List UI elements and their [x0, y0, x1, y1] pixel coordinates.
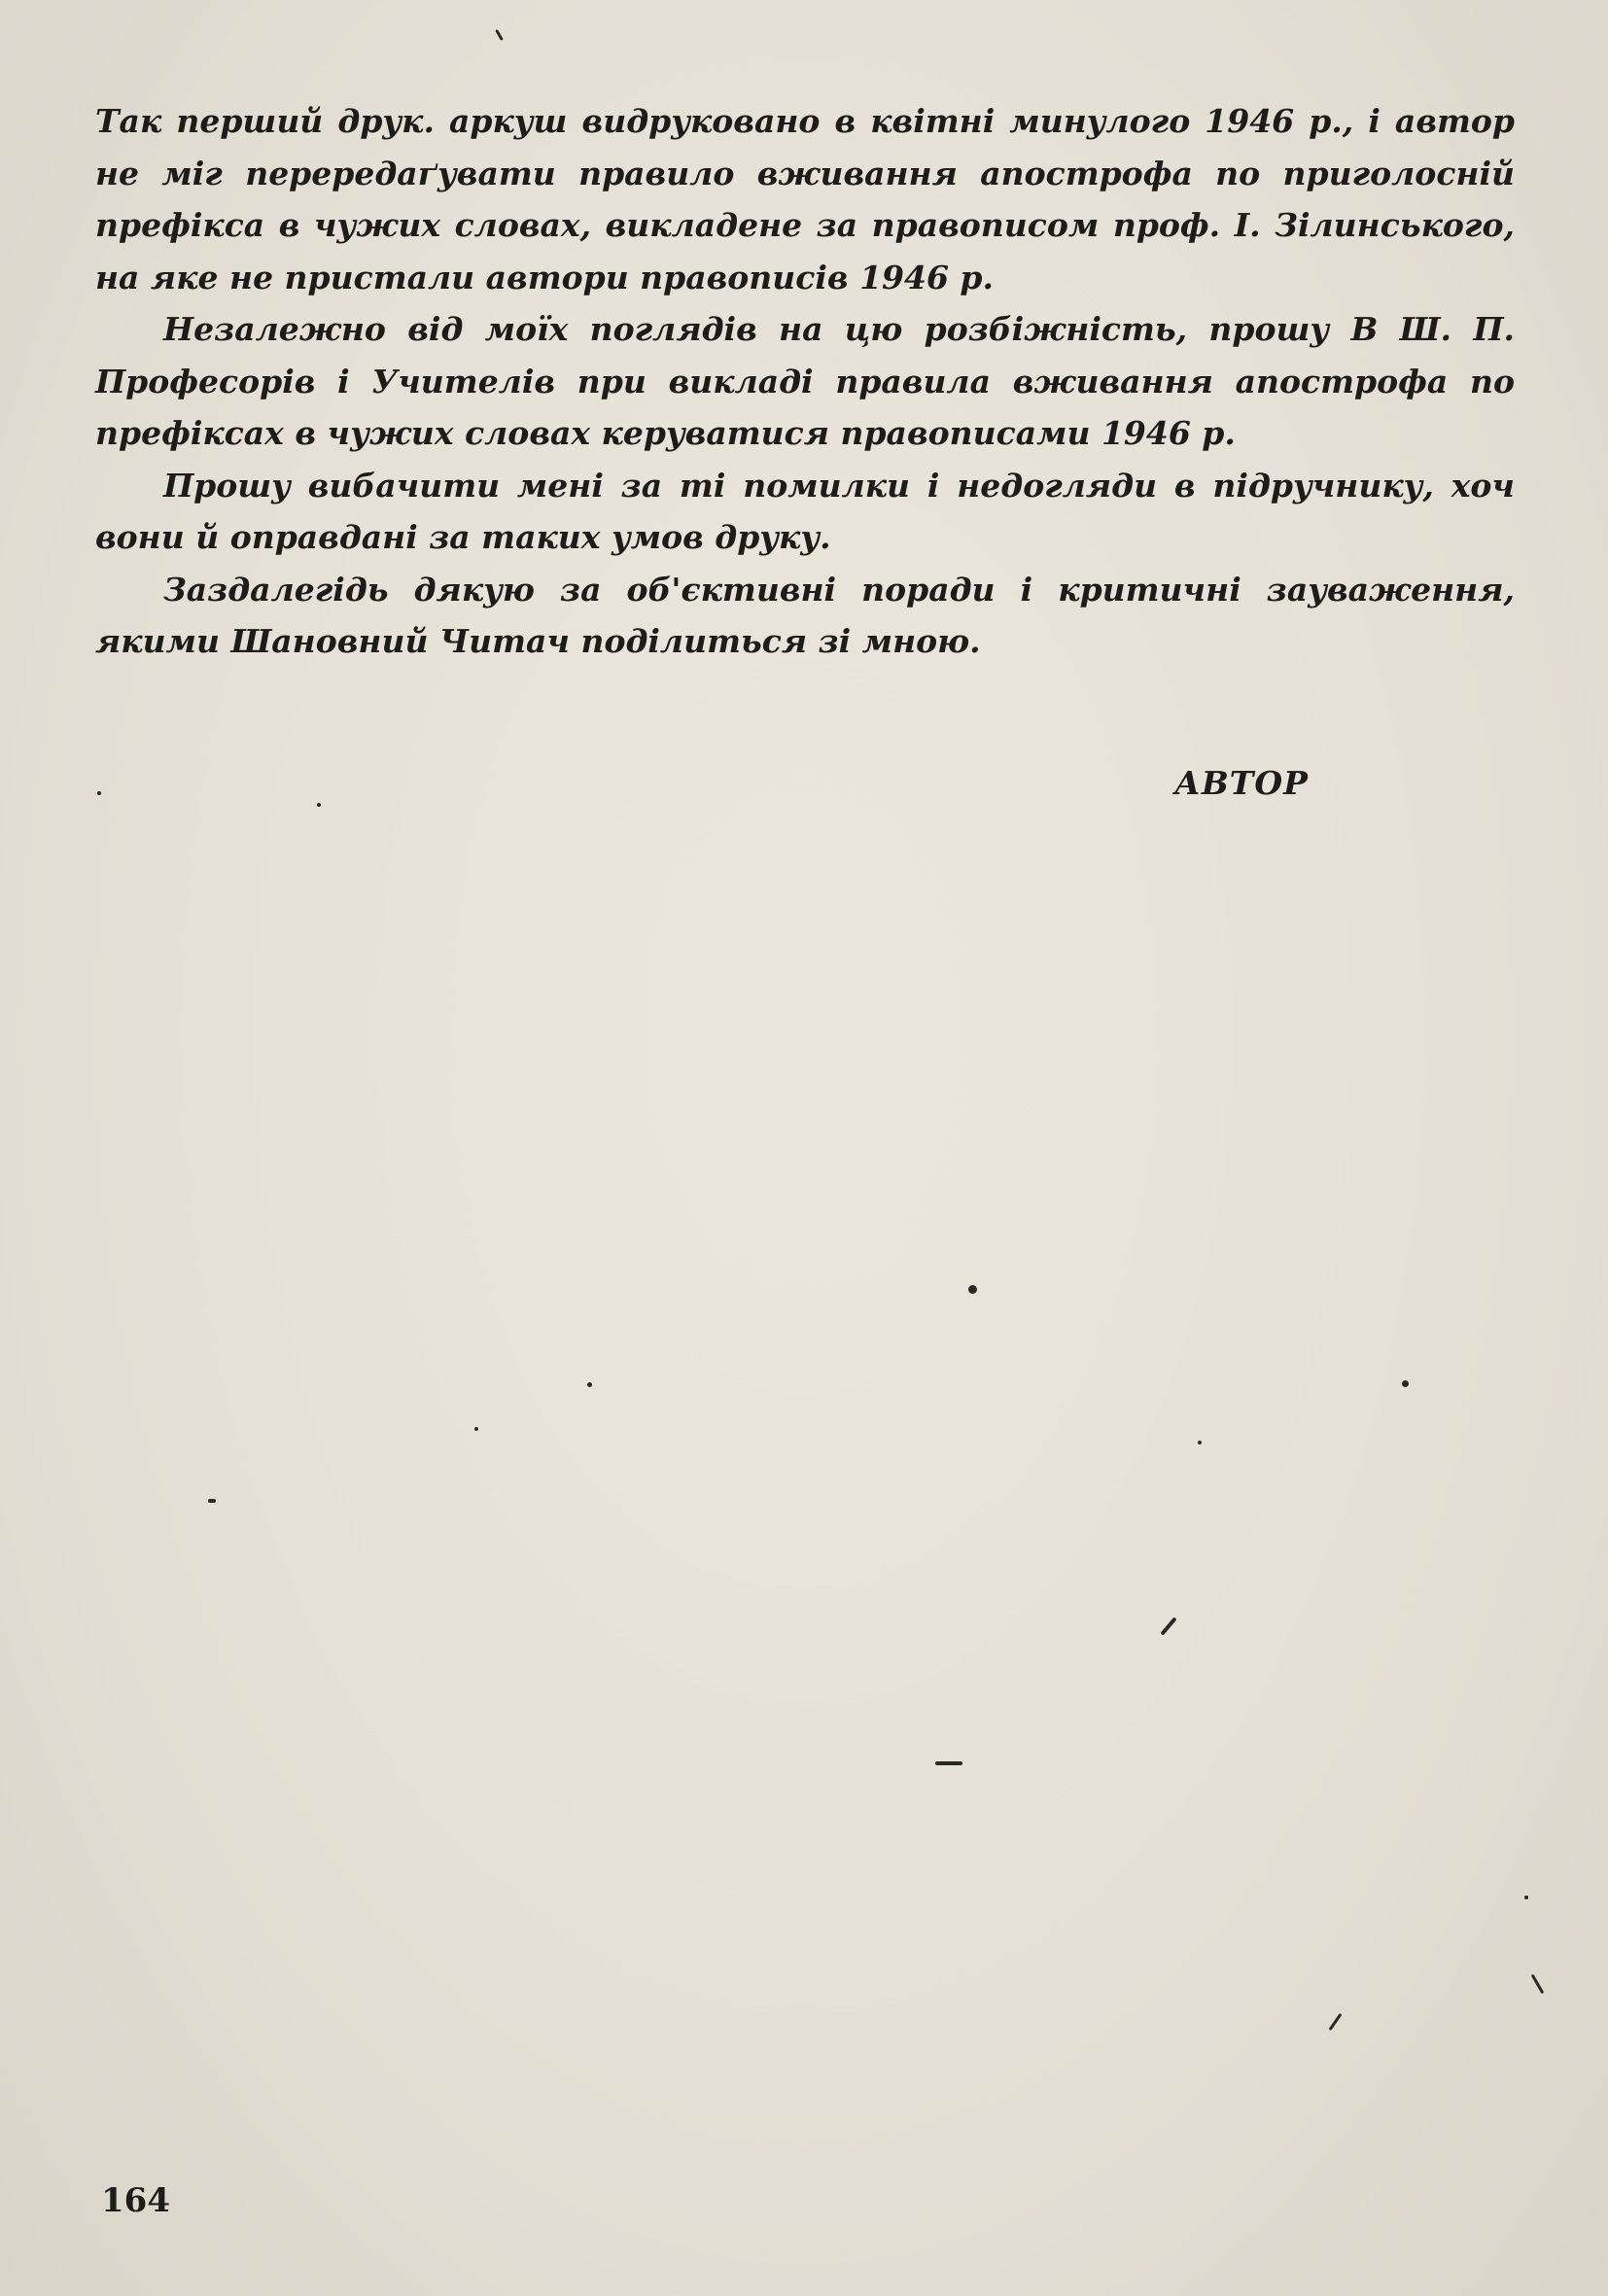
paper-speck	[317, 803, 321, 807]
paper-speck	[1329, 2013, 1343, 2031]
paper-speck	[587, 1382, 592, 1387]
paper-speck	[968, 1285, 977, 1294]
page-number: 164	[101, 2181, 170, 2220]
paper-speck	[1531, 1974, 1545, 1995]
text-block	[95, 95, 1515, 668]
paper-speck	[1402, 1380, 1409, 1387]
paper-speck	[474, 1427, 478, 1431]
paper-speck	[1160, 1617, 1176, 1635]
paragraph-thanks: Заздалегідь дякую за об'єктивні поради і критичні зауваження, якими Шановний Читач поділиться зі мною.	[95, 570, 1515, 660]
paragraph-apology: Прошу вибачити мені за ті помилки і недогляди в підручнику, хоч вони й оправдані за таких умов друку.	[95, 466, 1515, 556]
paper-speck	[97, 791, 101, 795]
author-signature: АВТОР	[1174, 764, 1309, 802]
paper-speck	[1198, 1441, 1202, 1444]
paragraph-first-sheet: Так перший друк. аркуш видруковано в квітні минулого 1946 р., і автор не міг перередаґувати правило вживання апострофа по приголосній префікса в чужих словах, викладене за правописом проф. І. Зілинського, на яке не пристали автори правописів 1946 р.	[95, 102, 1515, 296]
paragraph-request: Незалежно від моїх поглядів на цю розбіжність, прошу В Ш. П. Професорів і Учителів при викладі правила вживання апострофа по префіксах в чужих словах керуватися правописами 1946 р.	[95, 310, 1515, 452]
paper-speck	[1524, 1896, 1528, 1899]
paper-speck	[495, 29, 504, 41]
paper-speck	[208, 1499, 216, 1503]
paper-speck	[935, 1761, 962, 1765]
